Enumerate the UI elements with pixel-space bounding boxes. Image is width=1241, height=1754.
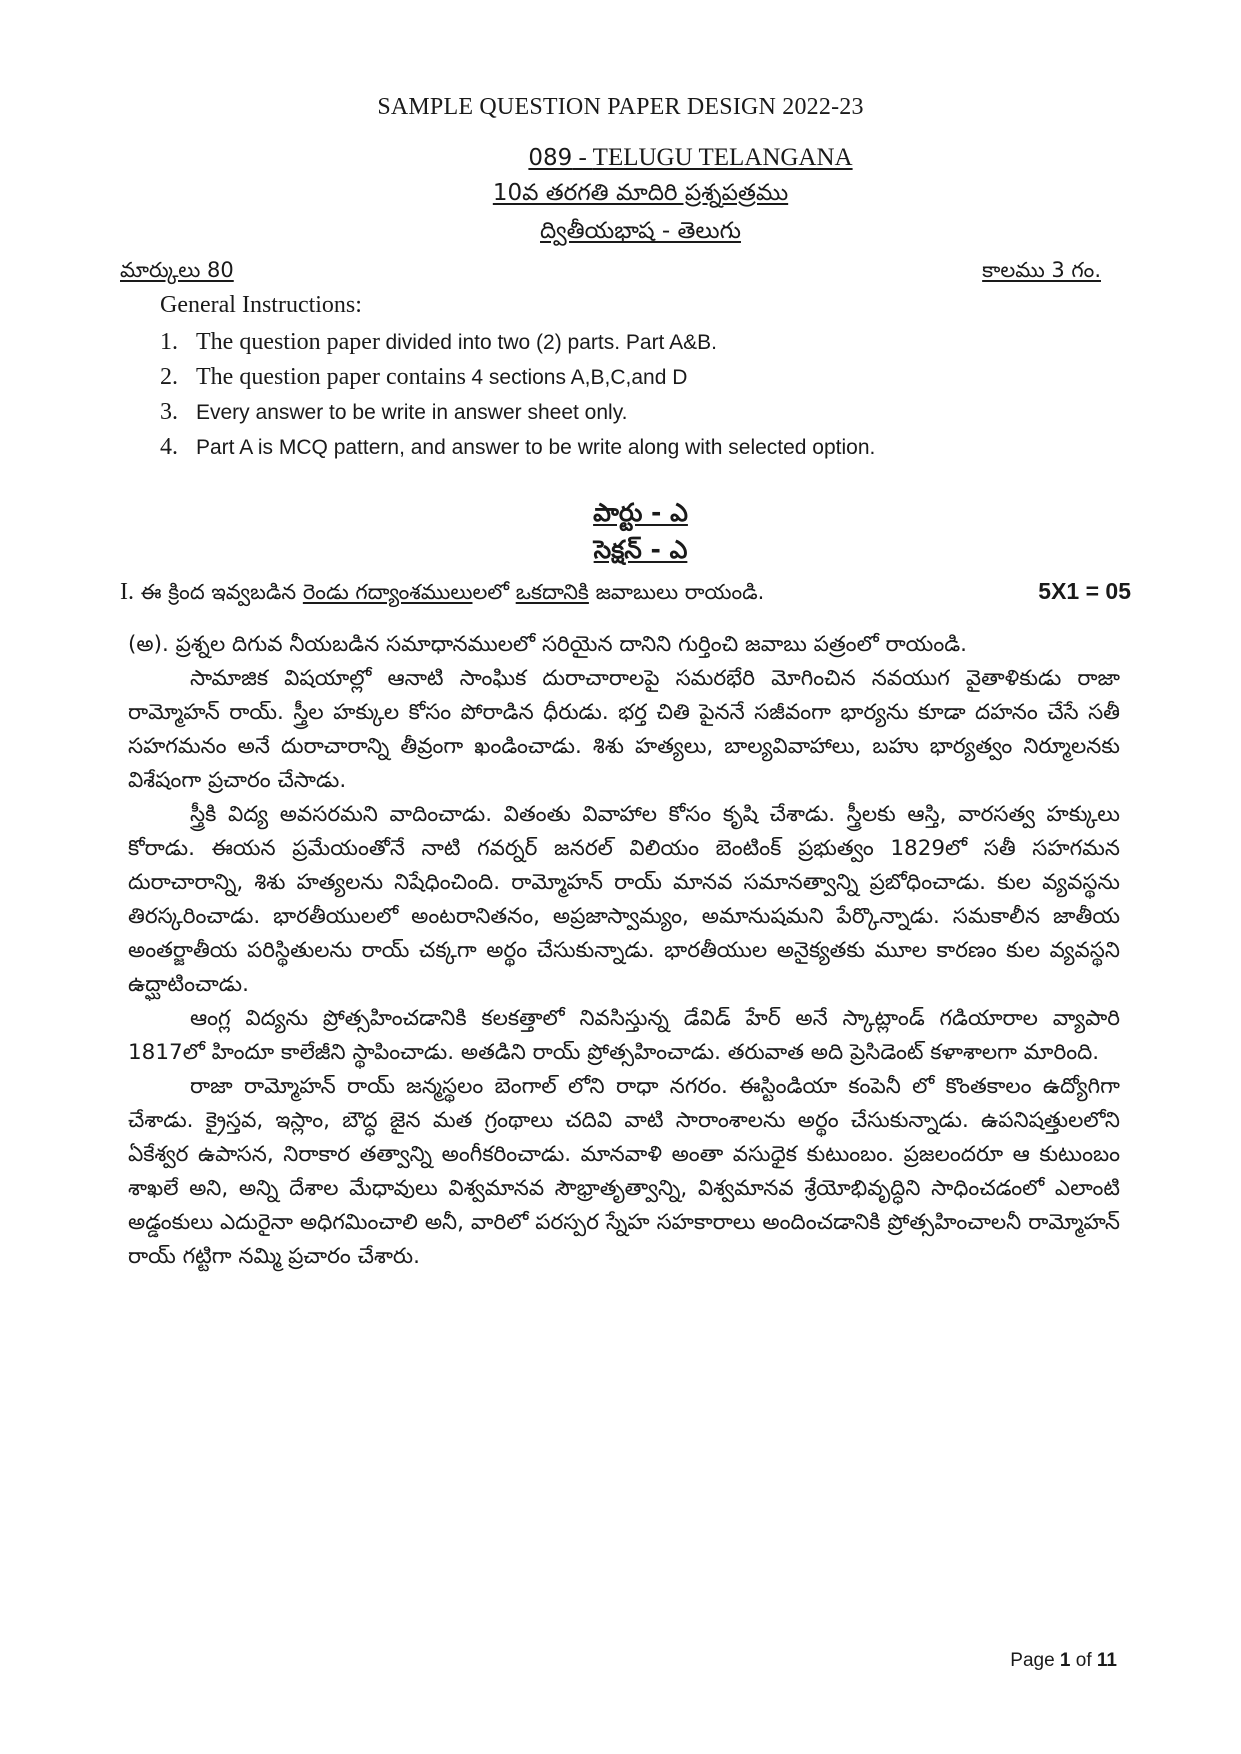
general-instructions — [160, 292, 1120, 465]
section-heading-text: సెక్షన్ - ఎ — [593, 535, 688, 564]
instruction-number: 3. — [160, 399, 178, 425]
instruction-item — [160, 430, 1120, 465]
section-heading — [40, 535, 1241, 571]
page-total: 11 — [1096, 1650, 1117, 1671]
total-marks: మార్కులు 80 — [120, 258, 234, 282]
question-underline-1: రెండు గద్యాంశములు — [302, 580, 473, 604]
marks-time-row — [120, 258, 1101, 288]
class-heading-text: 10వ తరగతి మాదిరి ప్రశ్నపత్రము — [492, 180, 789, 206]
part-heading — [40, 498, 1241, 534]
language-heading-text: ద్వితీయభాష - తెలుగు — [540, 218, 741, 244]
passage-paragraph: సామాజిక విషయాల్లో ఆనాటి సాంఘిక దురాచారాలపై సమరభేరి మోగించిన నవయుగ వైతాళికుడు రాజా రామ్మోహన్ రాయ్. స్త్రీల హక్కుల కోసం పోరాడిన ధీరుడు. భర్త చితి పైననే సజీవంగా భార్యను కూడా దహనం చేసే సతీ సహగమనం అనే దురాచారాన్ని తీవ్రంగా ఖండించాడు. శిశు హత్యలు, బాల్యవివాహాలు, బహు భార్యత్వం నిర్మూలనకు విశేషంగా ప్రచారం చేసాడు. — [128, 666, 1120, 793]
instruction-text-serif: The question paper — [196, 329, 380, 355]
instruction-text-sans: 4 sections A,B,C,and D — [471, 366, 688, 389]
instructions-list — [160, 325, 1120, 465]
subject-code: 089 — [528, 145, 573, 171]
passage-paragraph: రాజా రామ్మోహన్ రాయ్ జన్మస్థలం బెంగాల్ లోని రాధా నగరం. ఈస్టిండియా కంపెనీ లో కొంతకాలం ఉద్యోగిగా చేశాడు. క్రైస్తవ, ఇస్లాం, బౌద్ధ జైన మత గ్రంథాలు చదివి వాటి సారాంశాలను అర్థం చేసుకున్నాడు. ఉపనిషత్తులలోని ఏకేశ్వర ఉపాసన, నిరాకార తత్వాన్ని అంగీకరించాడు. మానవాళి అంతా వసుధైక కుటుంబం. ప్రజలందరూ ఆ కుటుంబం శాఖలే అని, అన్ని దేశాల మేధావులు విశ్వమానవ సౌభ్రాతృత్వాన్ని, విశ్వమానవ శ్రేయోభివృద్ధిని సాధించడంలో ఎలాంటి అడ్డంకులు ఎదురైనా అధిగమించాలి అనీ, వారిలో పరస్పర స్నేహ సహకారాలు అందించడానికి ప్రోత్సహించాలనీ రామ్మోహన్ రాయ్ గట్టిగా నమ్మి ప్రచారం చేశారు. — [128, 1074, 1120, 1269]
question-number: I. — [120, 579, 134, 605]
instruction-text-serif: The question paper contains — [196, 364, 466, 390]
instruction-item — [160, 360, 1120, 395]
question-row — [120, 578, 1131, 610]
instruction-number: 4. — [160, 434, 178, 460]
question-marks: 5X1 = 05 — [1038, 578, 1131, 604]
part-heading-text: పార్టు - ఎ — [593, 498, 688, 527]
instruction-text-sans: Every answer to be write in answer sheet only. — [196, 401, 628, 424]
question-text — [120, 579, 764, 610]
document-title: SAMPLE QUESTION PAPER DESIGN 2022-23 — [377, 94, 864, 120]
question-underline-2: ఒకదానికి — [515, 580, 589, 604]
subject-separator: - — [572, 144, 593, 171]
subject-heading — [140, 144, 1241, 172]
instruction-item — [160, 325, 1120, 360]
instruction-number: 2. — [160, 364, 178, 390]
page-number — [1010, 1650, 1117, 1672]
subject-name: TELUGU TELANGANA — [592, 144, 853, 171]
passage-paragraph: ఆంగ్ల విద్యను ప్రోత్సహించడానికి కలకత్తాలో నివసిస్తున్న డేవిడ్ హేర్ అనే స్కాట్లాండ్ గడియారాల వ్యాపారి 1817లో హిందూ కాలేజీని స్థాపించాడు. అతడిని రాయ్ ప్రోత్సహించాడు. తరువాత అది ప్రెసిడెంట్ కళాశాలగా మారింది. — [128, 1006, 1120, 1065]
language-heading — [40, 218, 1241, 250]
question-text-after: జవాబులు రాయండి. — [588, 580, 765, 604]
instruction-text-sans: divided into two (2) parts. Part A&B. — [385, 331, 717, 354]
subject-heading-underlined — [528, 144, 852, 171]
page-label: Page — [1010, 1650, 1060, 1671]
instruction-item — [160, 395, 1120, 430]
class-heading — [40, 180, 1241, 212]
page-of: of — [1070, 1650, 1097, 1671]
passage-instruction: (అ). ప్రశ్నల దిగువ నీయబడిన సమాధానములలో సరియైన దానిని గుర్తించి జవాబు పత్రంలో రాయండి. — [128, 632, 967, 657]
page-current: 1 — [1059, 1650, 1071, 1671]
instructions-heading: General Instructions: — [160, 292, 362, 318]
instruction-number: 1. — [160, 329, 178, 355]
question-text-mid: లలో — [472, 580, 516, 604]
passage-paragraph: స్త్రీకి విద్య అవసరమని వాదించాడు. వితంతు వివాహాల కోసం కృషి చేశాడు. స్త్రీలకు ఆస్తి, వారసత్వ హక్కులు కోరాడు. ఈయన ప్రమేయంతోనే నాటి గవర్నర్ జనరల్ విలియం బెంటింక్ ప్రభుత్వం 1829లో సతీ సహగమన దురాచారాన్ని, శిశు హత్యలను నిషేధించింది. రామ్మోహన్ రాయ్ మానవ సమానత్వాన్ని ప్రబోధించాడు. కుల వ్యవస్థను తిరస్కరించాడు. భారతీయులలో అంటరానితనం, అప్రజాస్వామ్యం, అమానుషమని పేర్కొన్నాడు. సమకాలీన జాతీయ అంతర్జాతీయ పరిస్థితులను రాయ్ చక్కగా అర్థం చేసుకున్నాడు. భారతీయుల అనైక్యతకు మూల కారణం కుల వ్యవస్థని ఉద్ఘాటించాడు. — [128, 802, 1120, 997]
time-allowed: కాలము 3 గం. — [982, 258, 1101, 282]
instruction-text-sans: Part A is MCQ pattern, and answer to be write along with selected option. — [196, 436, 876, 459]
question-text-before: ఈ క్రింద ఇవ్వబడిన — [134, 580, 303, 604]
passage — [128, 628, 1120, 1274]
